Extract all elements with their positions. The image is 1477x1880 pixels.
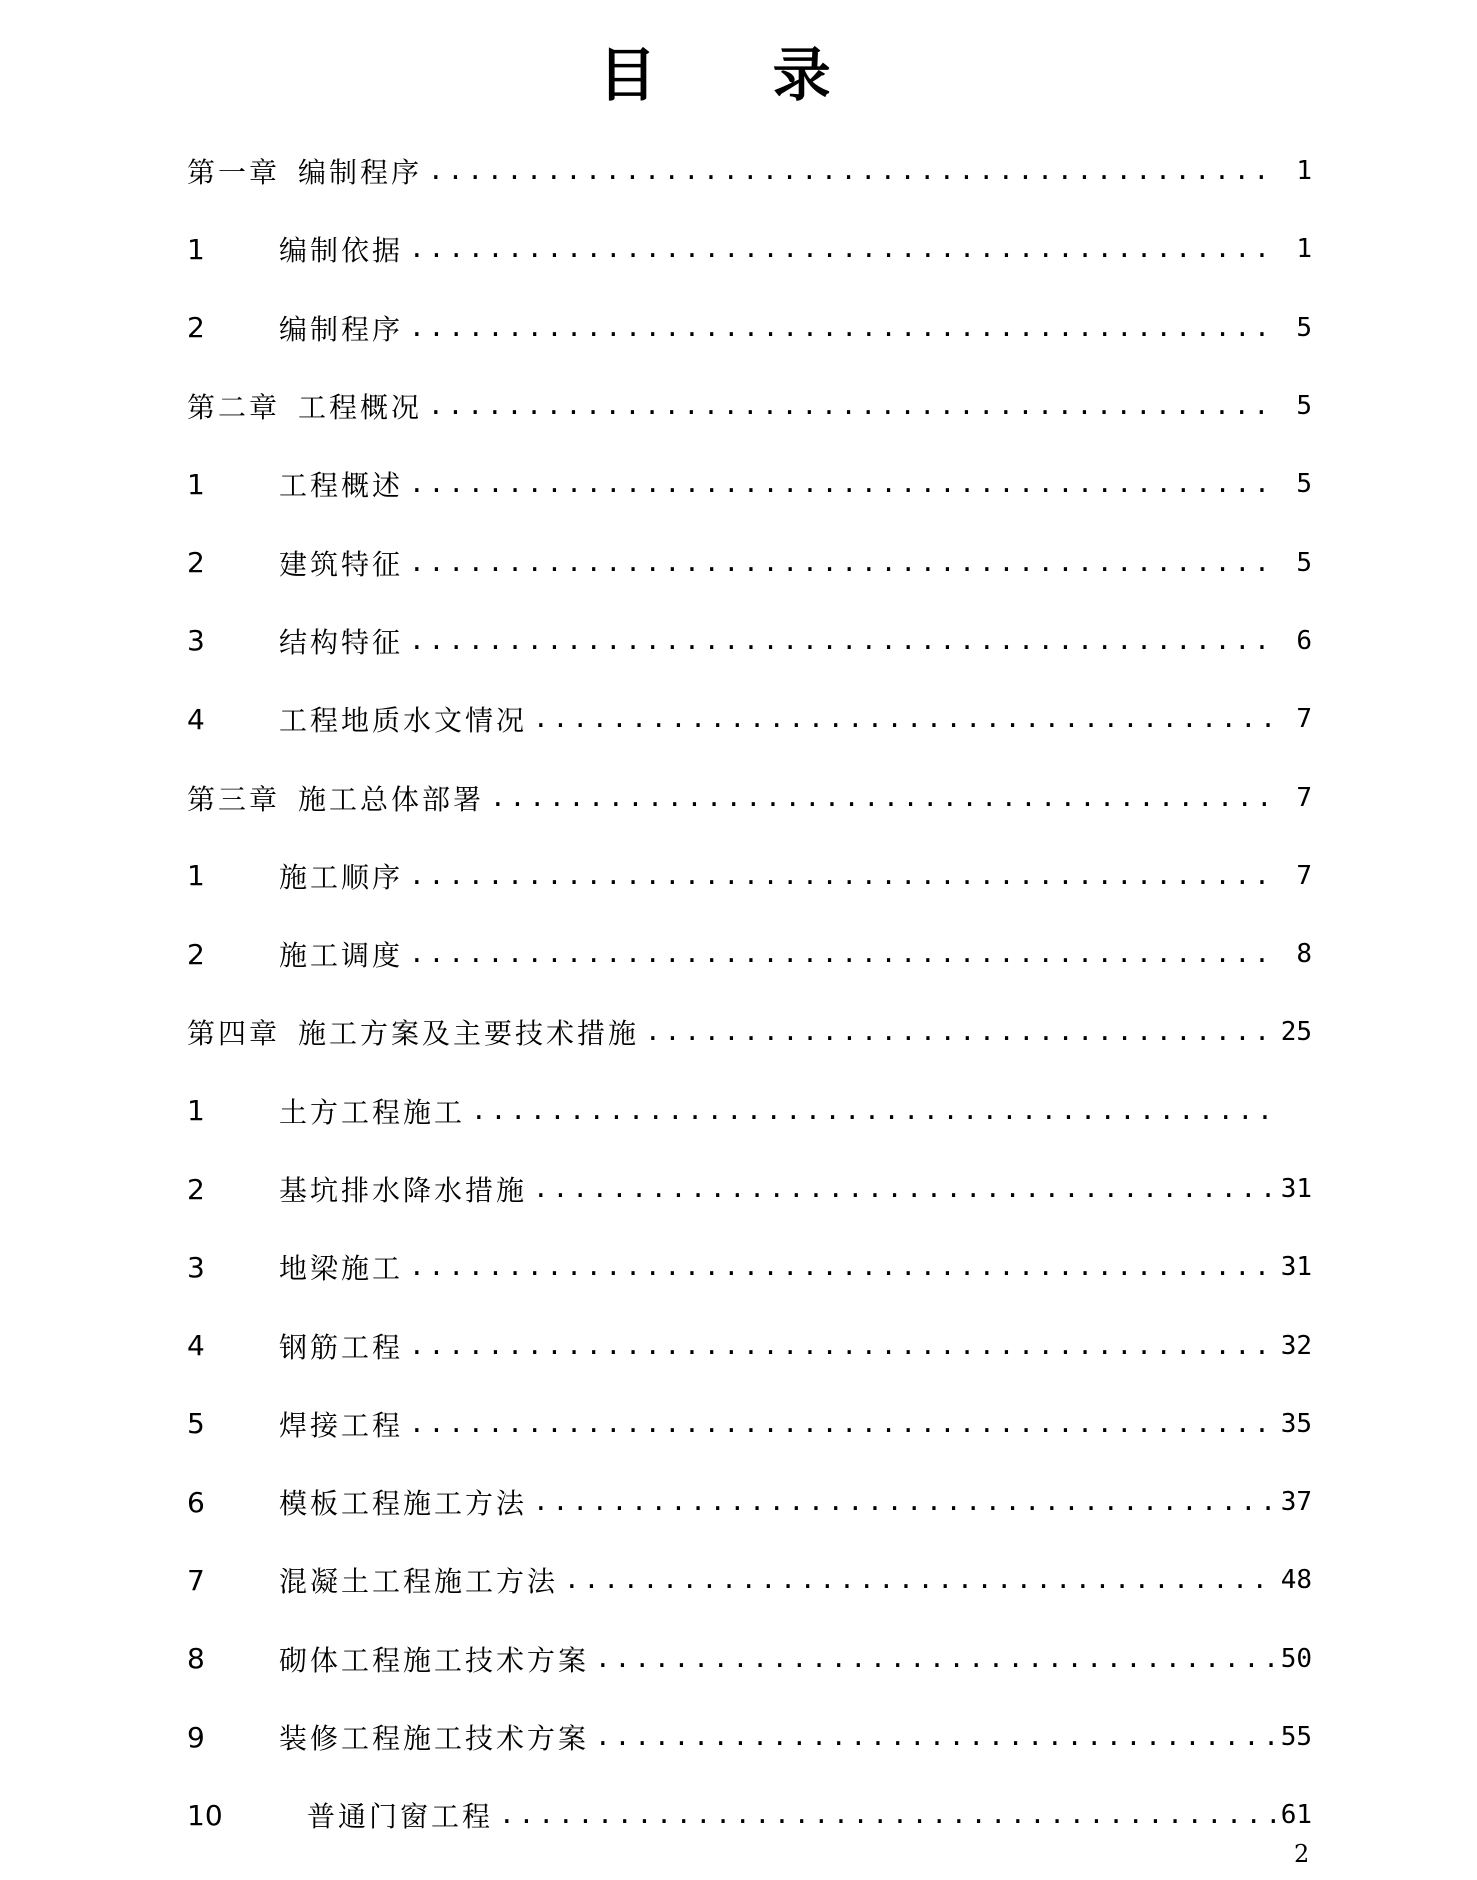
toc-entry-title: 焊接工程 <box>279 1408 404 1442</box>
toc-entry-page: 8 <box>1296 939 1312 970</box>
dot-leader <box>533 1487 1277 1517</box>
toc-entry-number: 7 <box>187 1563 205 1597</box>
dot-leader <box>428 391 1278 421</box>
toc-entry[interactable] <box>187 1620 1312 1698</box>
dot-leader <box>409 469 1278 499</box>
toc-entry-page: 37 <box>1280 1487 1312 1518</box>
toc-entry-number: 4 <box>187 702 205 736</box>
toc-entry[interactable] <box>187 1150 1312 1228</box>
toc-entry-number: 2 <box>187 1172 205 1206</box>
toc-entry-title: 建筑特征 <box>279 547 404 581</box>
toc-entry-title: 工程概述 <box>279 469 404 503</box>
toc-entry-title: 混凝土工程施工方法 <box>279 1565 559 1599</box>
toc-entry-title: 模板工程施工方法 <box>279 1487 528 1521</box>
dot-leader <box>645 1017 1277 1047</box>
toc-entry[interactable] <box>187 1463 1312 1541</box>
toc-entry-page: 1 <box>1296 234 1312 265</box>
toc-entry-number: 第一章 <box>187 156 281 190</box>
toc-entry-page: 35 <box>1280 1408 1312 1439</box>
dot-leader <box>595 1722 1277 1752</box>
page-number: 2 <box>1294 1840 1310 1868</box>
dot-leader <box>564 1565 1277 1595</box>
toc-entry[interactable] <box>187 1541 1312 1619</box>
toc-entry-title: 工程地质水文情况 <box>279 704 528 738</box>
toc-entry-page: 1 <box>1296 156 1312 187</box>
dot-leader <box>428 156 1278 186</box>
toc-entry-title: 施工顺序 <box>279 860 404 894</box>
toc-entry-number: 8 <box>187 1642 205 1676</box>
toc-entry-number: 第三章 <box>187 782 281 816</box>
toc-entry-page: 6 <box>1296 625 1312 656</box>
toc-entry-title: 钢筋工程 <box>279 1330 404 1364</box>
toc-entry-title: 施工调度 <box>279 939 404 973</box>
toc-entry-number: 10 <box>187 1798 223 1832</box>
toc-entry[interactable] <box>187 1698 1312 1776</box>
toc-entry-number: 1 <box>187 859 205 893</box>
toc-entry-number: 1 <box>187 467 205 501</box>
toc-entry-title: 施工总体部署 <box>298 782 485 816</box>
toc-entry-number: 4 <box>187 1329 205 1363</box>
toc-entry-number: 9 <box>187 1720 205 1754</box>
toc-entry[interactable] <box>187 1306 1312 1384</box>
dot-leader <box>595 1644 1277 1674</box>
toc-entry-number: 第四章 <box>187 1017 281 1051</box>
toc-entry[interactable] <box>187 289 1312 367</box>
toc-entry-page: 5 <box>1296 391 1312 422</box>
toc-entry-page: 7 <box>1296 704 1312 735</box>
toc-entry-page: 31 <box>1280 1174 1312 1204</box>
toc-entry[interactable] <box>187 1776 1312 1854</box>
toc-entry[interactable] <box>187 1385 1312 1463</box>
toc-entry-number: 6 <box>187 1485 205 1519</box>
toc-entry-page: 5 <box>1296 312 1312 343</box>
toc-entry-title: 结构特征 <box>279 625 404 659</box>
toc-entry[interactable] <box>187 367 1312 445</box>
toc-entry-number: 5 <box>187 1407 205 1441</box>
toc-entry-title: 普通门窗工程 <box>307 1800 494 1834</box>
dot-leader <box>490 783 1278 813</box>
toc-entry[interactable] <box>187 1228 1312 1306</box>
toc-entry-page: 48 <box>1280 1565 1312 1596</box>
toc-entry-number: 1 <box>187 232 205 266</box>
toc-entry[interactable] <box>187 210 1312 288</box>
toc-entry-page: 32 <box>1280 1330 1312 1361</box>
toc-entry-page: 7 <box>1296 860 1312 891</box>
toc-entry[interactable] <box>187 993 1312 1071</box>
toc-list <box>187 132 1312 1855</box>
toc-entry-number: 2 <box>187 311 205 345</box>
dot-leader <box>409 939 1278 969</box>
dot-leader <box>533 704 1278 734</box>
dot-leader <box>409 1409 1277 1439</box>
toc-entry-page: 50 <box>1280 1643 1312 1674</box>
toc-entry-title: 装修工程施工技术方案 <box>279 1722 590 1756</box>
toc-entry[interactable] <box>187 132 1312 210</box>
toc-entry-number: 2 <box>187 937 205 971</box>
toc-entry-number: 2 <box>187 546 205 580</box>
toc-entry[interactable] <box>187 445 1312 523</box>
toc-entry-page: 61 <box>1280 1800 1312 1831</box>
toc-entry[interactable] <box>187 523 1312 601</box>
dot-leader <box>499 1800 1277 1830</box>
toc-entry-page: 7 <box>1296 782 1312 813</box>
toc-entry[interactable] <box>187 1072 1312 1150</box>
toc-entry-number: 第二章 <box>187 391 281 425</box>
dot-leader <box>409 626 1278 656</box>
toc-title: 目 录 <box>598 41 879 109</box>
dot-leader <box>409 548 1278 578</box>
toc-entry[interactable] <box>187 758 1312 836</box>
toc-entry-title: 施工方案及主要技术措施 <box>298 1017 640 1051</box>
toc-entry[interactable] <box>187 837 1312 915</box>
toc-entry-title: 地梁施工 <box>279 1252 404 1286</box>
toc-entry-title: 编制程序 <box>279 312 404 346</box>
dot-leader <box>409 1252 1277 1282</box>
toc-entry[interactable] <box>187 680 1312 758</box>
toc-entry-page: 5 <box>1296 469 1312 500</box>
toc-entry[interactable] <box>187 915 1312 993</box>
toc-entry-title: 基坑排水降水措施 <box>279 1174 528 1207</box>
toc-entry-title: 土方工程施工 <box>279 1095 466 1129</box>
toc-entry-page: 55 <box>1280 1722 1312 1753</box>
toc-entry-number: 3 <box>187 624 205 658</box>
dot-leader <box>533 1174 1277 1204</box>
dot-leader <box>409 1331 1277 1361</box>
toc-entry-number: 1 <box>187 1094 205 1128</box>
toc-entry[interactable] <box>187 602 1312 680</box>
toc-entry-title: 编制依据 <box>279 234 404 268</box>
toc-entry-page: 31 <box>1280 1252 1312 1283</box>
dot-leader <box>471 1096 1278 1126</box>
dot-leader <box>409 234 1278 264</box>
toc-entry-number: 3 <box>187 1250 205 1284</box>
toc-entry-title: 工程概况 <box>298 391 423 425</box>
dot-leader <box>409 313 1278 343</box>
toc-entry-page: 5 <box>1296 547 1312 578</box>
dot-leader <box>409 861 1278 891</box>
toc-entry-title: 砌体工程施工技术方案 <box>279 1643 590 1677</box>
toc-entry-page: 25 <box>1280 1017 1312 1048</box>
toc-entry-title: 编制程序 <box>298 156 423 190</box>
